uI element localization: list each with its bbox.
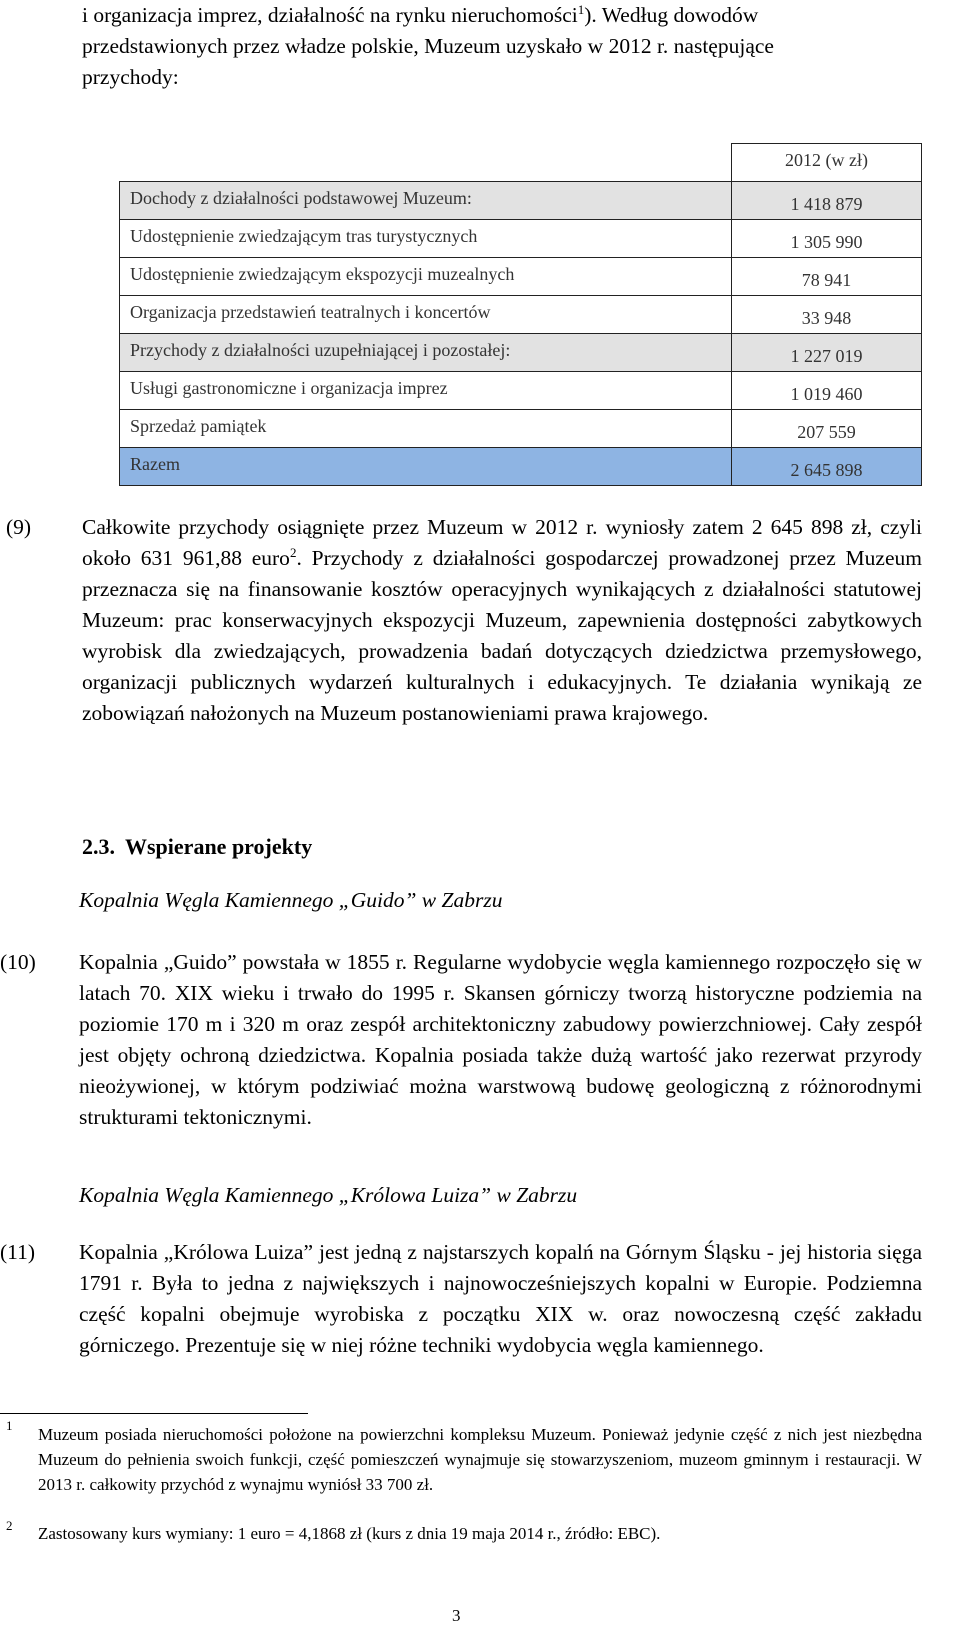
paragraph-10: Kopalnia „Guido” powstała w 1855 r. Regularne wydobycie węgla kamiennego rozpoczęło się w latach 70. XIX wieku i trwało do 1995 r. Skansen górniczy tworzą historyczne podziemia na poziomie 170 m i 320 m oraz zespół architektoniczny zabudowy powierzchniowej. Cały zespół jest objęty ochroną dziedzictwa. Kopalnia posiada także dużą wartość jako rezerwat przyrody nieożywionej, w którym podziwiać można warstwową budowę geologiczną z różnorodnymi strukturami tektonicznymi. [79,950,922,1129]
table-row-value: 1 305 990 [732,220,922,258]
paragraph-number-11: (11) [0,1240,36,1264]
table-row [120,258,922,296]
intro-line-3: przychody: [82,65,179,89]
page-number: 3 [452,1606,461,1625]
footnote-1: Muzeum posiada nieruchomości położone na powierzchni kompleksu Muzeum. Ponieważ jedynie część z nich jest niezbędna Muzeum do pełnienia swoich funkcji, część pomieszczeń wynajmuje się stowarzyszeniom, muzeom gminnym i restauracji. W 2013 r. całkowity przychód z wynajmu wyniósł 33 700 zł. [38,1425,922,1494]
footnote-number-1: 1 [6,1418,13,1433]
table-total-row [120,448,922,486]
table-row-label: Udostępnienie zwiedzającym ekspozycji muzealnych [120,258,732,296]
paragraph-number-10: (10) [0,950,36,974]
footnote-number-2: 2 [6,1518,13,1533]
table-row-label: Przychody z działalności uzupełniającej i pozostałej: [120,334,732,372]
table-row [120,334,922,372]
revenue-table [119,143,922,486]
table-header-row [120,144,922,182]
table-row-value: 1 019 460 [732,372,922,410]
subheading-krolowa-luiza: Kopalnia Węgla Kamiennego „Królowa Luiza” w Zabrzu [79,1183,578,1207]
table-row-label: Razem [120,448,732,486]
table-row [120,372,922,410]
table-row [120,410,922,448]
table-row-value: 1 418 879 [732,182,922,220]
section-title: Wspierane projekty [125,834,313,859]
table-row [120,296,922,334]
table-row-value: 207 559 [732,410,922,448]
paragraph-number-9: (9) [6,515,32,539]
table-row-label: Dochody z działalności podstawowej Muzeum: [120,182,732,220]
table-row [120,220,922,258]
subheading-guido: Kopalnia Węgla Kamiennego „Guido” w Zabrzu [79,888,503,912]
table-row-label: Sprzedaż pamiątek [120,410,732,448]
table-row-label: Udostępnienie zwiedzającym tras turystycznych [120,220,732,258]
table-row-label: Organizacja przedstawień teatralnych i koncertów [120,296,732,334]
table-row-label: Usługi gastronomiczne i organizacja imprez [120,372,732,410]
table-row-value: 78 941 [732,258,922,296]
footnote-2: Zastosowany kurs wymiany: 1 euro = 4,1868 zł (kurs z dnia 19 maja 2014 r., źródło: EBC). [38,1524,661,1543]
paragraph-11: Kopalnia „Królowa Luiza” jest jedną z najstarszych kopalń na Górnym Śląsku - jej historia sięga 1791 r. Była to jedna z największych i najnowocześniejszych kopalni w Europie. Podziemna część kopalni obejmuje wyrobiska z początku XIX w. oraz nowoczesną część zakładu górniczego. Prezentuje się w niej różne techniki wydobycia węgla kamiennego. [79,1240,922,1357]
intro-line-2: przedstawionych przez władze polskie, Muzeum uzyskało w 2012 r. następujące [82,34,774,58]
footnote-separator [0,1413,308,1414]
paragraph-9: Całkowite przychody osiągnięte przez Muzeum w 2012 r. wyniosły zatem 2 645 898 zł, czyli około 631 961,88 euro$^2$. Przychody z działalności gospodarczej prowadzonej przez Muzeum przeznacza się na finansowanie kosztów operacyjnych wynikających z działalności statutowej Muzeum: prac konserwacyjnych ekspozycji Muzeum, zapewnienia dostępności zabytkowych wyrobisk dla zwiedzających, prowadzenia badań dotyczących dziedzictwa przemysłowego, organizacji publicznych wydarzeń kulturalnych i edukacyjnych. Te działania wynikają ze zobowiązań nałożonych na Muzeum postanowieniami prawa krajowego. [82,515,922,725]
footnote-ref-1[interactable]: 1 [577,1,585,17]
footnote-ref-2[interactable]: 2 [289,544,297,560]
table-row [120,182,922,220]
table-row-value: 33 948 [732,296,922,334]
intro-line-1: i organizacja imprez, działalność na rynku nieruchomości$^1$). Według dowodów [82,1,759,27]
intro-paragraph [82,0,960,93]
table-header-year: 2012 (w zł) [732,144,922,182]
table-row-value: 1 227 019 [732,334,922,372]
table-row-value: 2 645 898 [732,448,922,486]
section-number: 2.3. [82,834,115,859]
